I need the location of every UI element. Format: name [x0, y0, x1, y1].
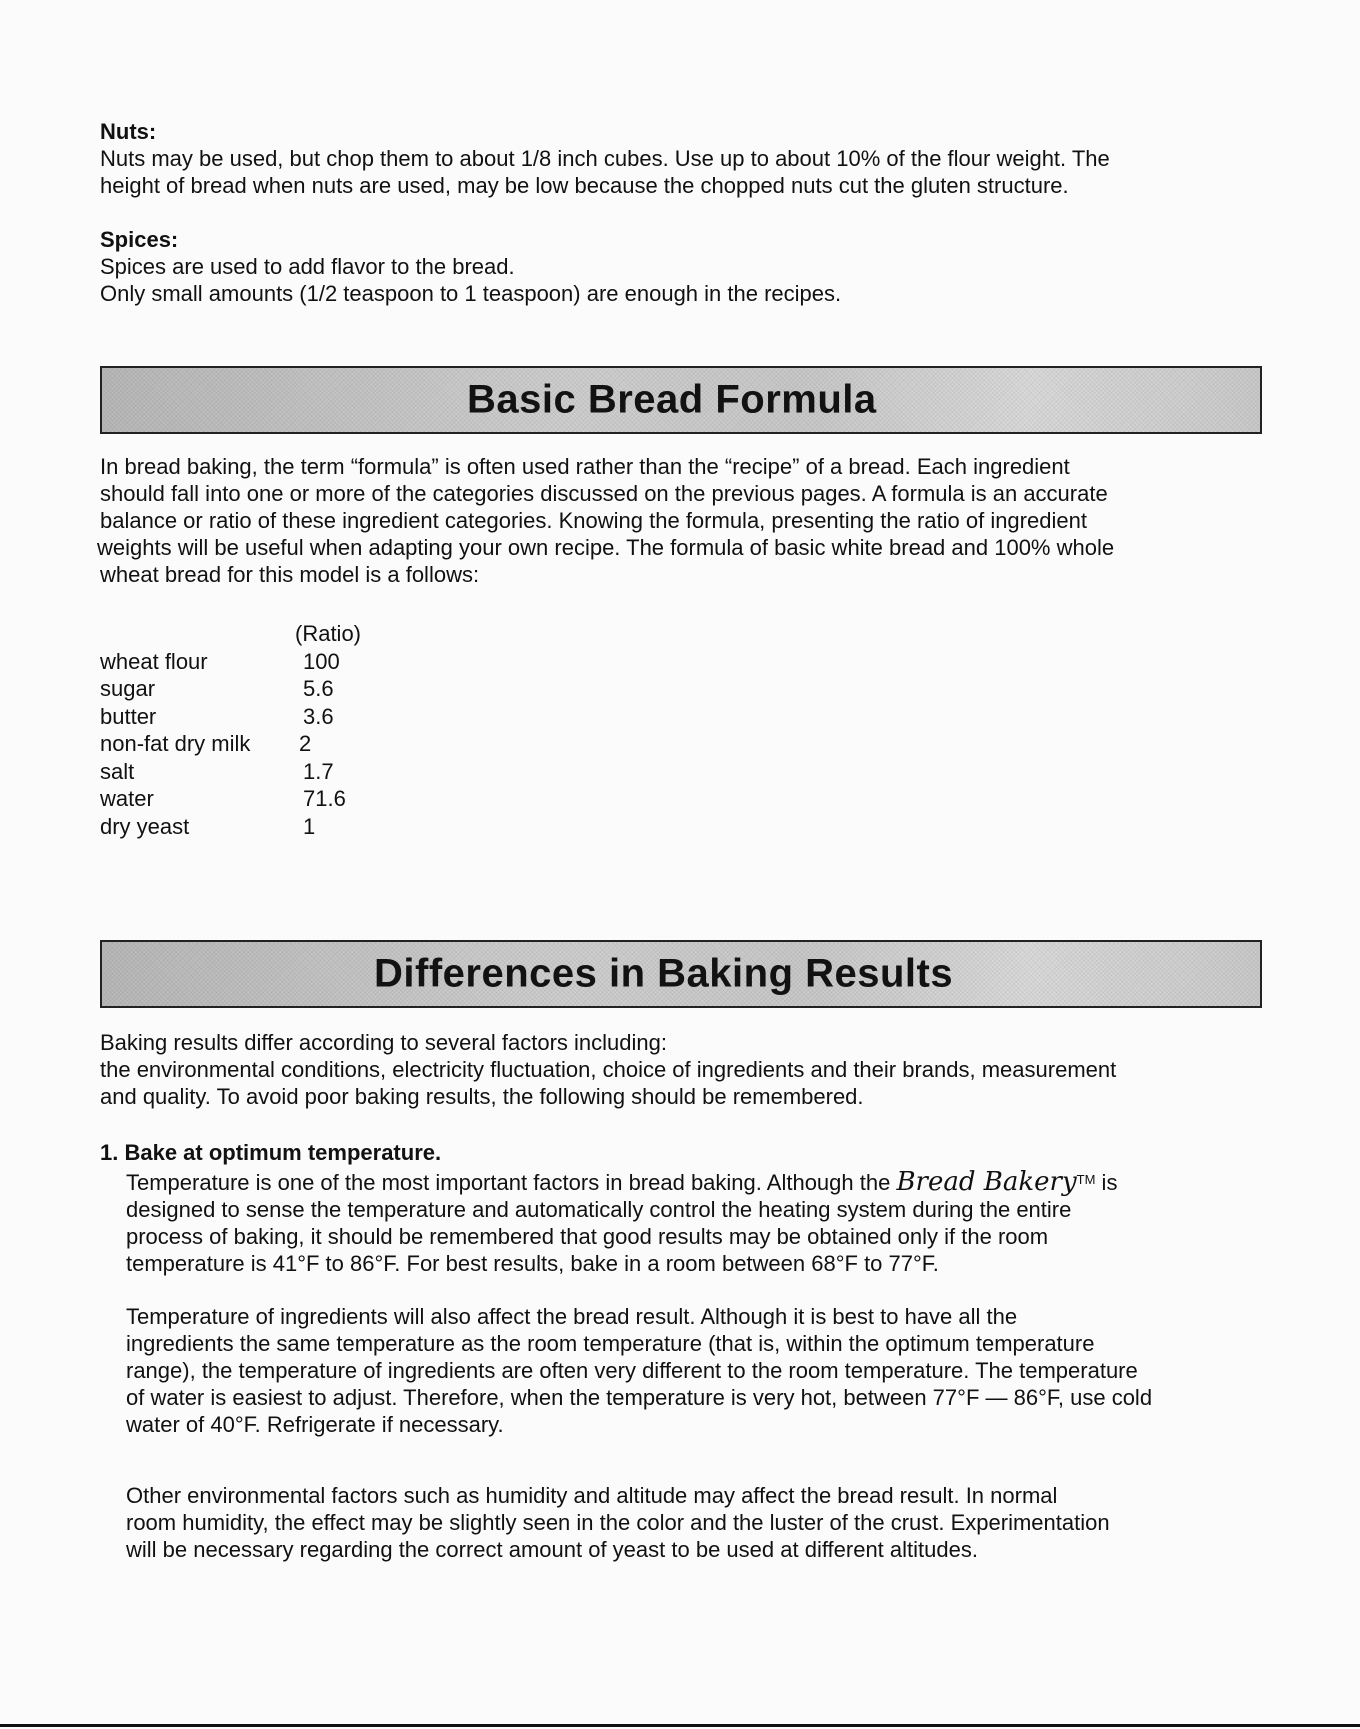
list-item-heading: 1. Bake at optimum temperature.	[100, 1140, 442, 1165]
item1-paragraph-2	[100, 1303, 1260, 1438]
banner-title: Basic Bread Formula	[467, 377, 877, 422]
paragraph-line: the environmental conditions, electricity fluctuation, choice of ingredients and their brands, measurement	[100, 1057, 1117, 1082]
paragraph-line: In bread baking, the term “formula” is often used rather than the “recipe” of a bread. Each ingredient	[100, 454, 1070, 479]
paragraph-line: wheat bread for this model is a follows:	[100, 562, 480, 587]
paragraph-line: Temperature of ingredients will also affect the bread result. Although it is best to have all the	[126, 1304, 1018, 1329]
ingredient-row	[100, 785, 361, 813]
list-item-bake-temperature	[100, 1139, 1260, 1563]
paragraph-line: temperature is 41°F to 86°F. For best results, bake in a room between 68°F to 77°F.	[126, 1251, 939, 1276]
ingredient-ratio: 100	[303, 648, 340, 674]
spices-section	[100, 226, 1250, 307]
ingredient-row	[100, 703, 361, 731]
ingredient-name: wheat flour	[100, 648, 208, 674]
paragraph-line: water of 40°F. Refrigerate if necessary.	[126, 1412, 504, 1437]
ingredient-row	[100, 675, 361, 703]
ingredient-name: salt	[100, 758, 135, 784]
ingredient-ratio: 1	[303, 813, 316, 839]
ingredient-row	[100, 758, 361, 786]
paragraph-line: process of baking, it should be remembered that good results may be obtained only if the room	[126, 1224, 1049, 1249]
paragraph-line: and quality. To avoid poor baking results, the following should be remembered.	[100, 1084, 864, 1109]
ingredient-ratio: 3.6	[303, 703, 334, 729]
spices-text-line: Only small amounts (1/2 teaspoon to 1 teaspoon) are enough in the recipes.	[100, 281, 842, 306]
paragraph-text: Temperature is one of the most important factors in bread baking. Although the	[126, 1170, 897, 1195]
paragraph-line: Baking results differ according to several factors including:	[100, 1030, 667, 1055]
ingredient-row	[100, 648, 361, 676]
nuts-text-line: Nuts may be used, but chop them to about 1/8 inch cubes. Use up to about 10% of the flour weight. The	[100, 146, 1110, 171]
nuts-heading: Nuts:	[100, 119, 157, 144]
ingredient-ratio: 1.7	[303, 758, 334, 784]
ingredient-row	[100, 730, 361, 758]
page-bottom-rule	[0, 1724, 1360, 1727]
item1-paragraph-3	[100, 1482, 1260, 1563]
banner-title: Differences in Baking Results	[374, 951, 954, 996]
trademark-mark: TM	[1076, 1172, 1096, 1187]
ingredient-row	[100, 813, 361, 841]
paragraph-line: should fall into one or more of the categories discussed on the previous pages. A formula is an accurate	[100, 481, 1108, 506]
ratio-table	[100, 620, 361, 840]
nuts-text-line: height of bread when nuts are used, may be low because the chopped nuts cut the gluten structure.	[100, 173, 1069, 198]
item1-paragraph-1	[100, 1166, 1260, 1277]
ingredient-ratio: 2	[299, 731, 312, 756]
ingredient-name: sugar	[100, 676, 156, 701]
paragraph-line: designed to sense the temperature and automatically control the heating system during the entire	[126, 1197, 1072, 1222]
paragraph-line: Other environmental factors such as humidity and altitude may affect the bread result. In normal	[126, 1483, 1058, 1508]
nuts-section	[100, 118, 1250, 199]
results-intro	[100, 1029, 1280, 1110]
paragraph-line: weights will be useful when adapting your own recipe. The formula of basic white bread and 100% whole	[97, 535, 1115, 560]
ingredient-ratio: 71.6	[303, 786, 346, 811]
paragraph-line: of water is easiest to adjust. Therefore, when the temperature is very hot, between 77°F — 86°F, use cold	[126, 1385, 1153, 1410]
paragraph-line: balance or ratio of these ingredient categories. Knowing the formula, presenting the ratio of ingredient	[100, 508, 1087, 533]
paragraph-line	[126, 1166, 1260, 1196]
ingredient-name: non-fat dry milk	[100, 731, 251, 756]
paragraph-text: is	[1095, 1170, 1118, 1195]
paragraph-line: will be necessary regarding the correct amount of yeast to be used at different altitudes.	[126, 1537, 978, 1562]
ratio-header: (Ratio)	[295, 621, 362, 646]
paragraph-line: range), the temperature of ingredients are often very different to the room temperature. The temperature	[126, 1358, 1138, 1383]
basic-bread-formula-banner	[100, 366, 1262, 434]
ingredient-name: dry yeast	[100, 813, 190, 839]
spices-text-line: Spices are used to add flavor to the bread.	[100, 254, 515, 279]
paragraph-line: room humidity, the effect may be slightly seen in the color and the luster of the crust. Experimentation	[126, 1510, 1110, 1535]
differences-banner	[100, 940, 1262, 1008]
paragraph-line: ingredients the same temperature as the room temperature (that is, within the optimum temperature	[126, 1331, 1095, 1356]
ingredient-name: butter	[100, 703, 157, 729]
formula-paragraph	[97, 453, 1280, 588]
ingredient-name: water	[100, 786, 154, 811]
ingredient-ratio: 5.6	[303, 676, 334, 701]
bread-bakery-brand-logo: Bread Bakery	[896, 1167, 1077, 1197]
ratio-header-row	[100, 620, 361, 648]
spices-heading: Spices:	[100, 227, 179, 252]
